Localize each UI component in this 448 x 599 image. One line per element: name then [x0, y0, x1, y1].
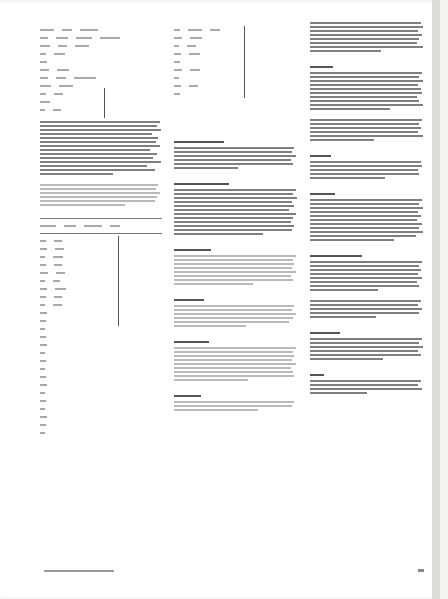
running-footer	[44, 570, 114, 572]
column-middle	[174, 26, 298, 413]
column-left	[40, 26, 162, 437]
column-right	[310, 22, 424, 396]
page-edge-shadow	[432, 0, 440, 599]
table-top-left	[40, 26, 162, 114]
page-number	[418, 569, 424, 572]
table-top-middle	[174, 26, 298, 98]
table-left-lower	[40, 218, 162, 437]
